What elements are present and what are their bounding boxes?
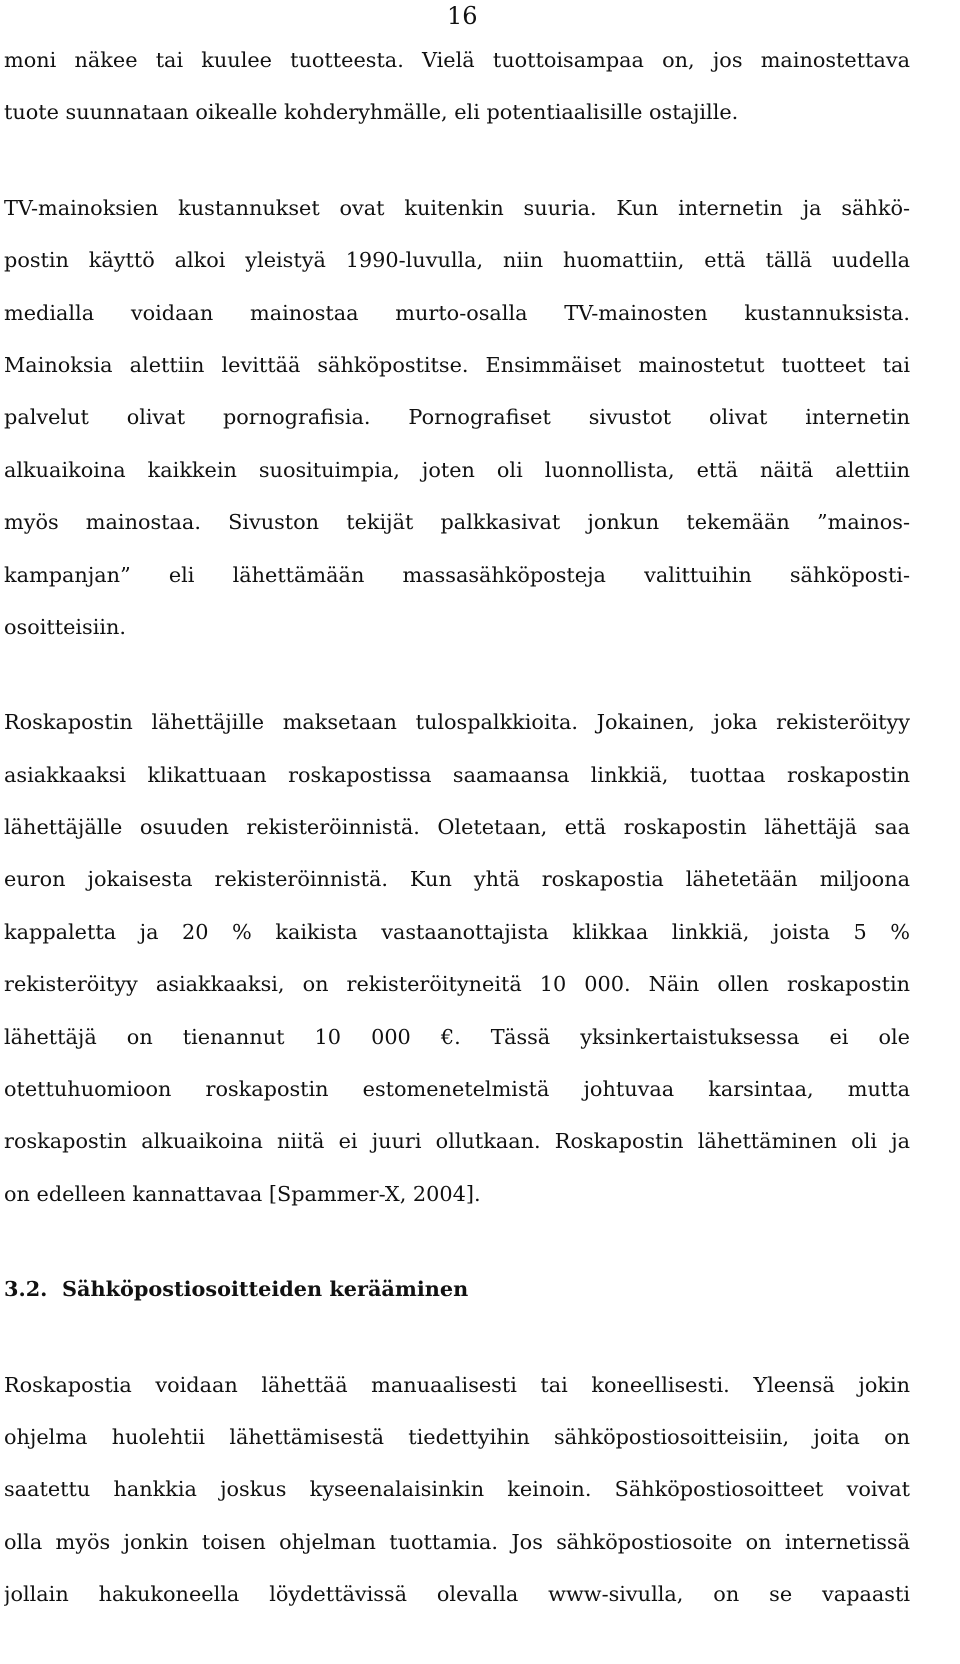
text-line: moni näkee tai kuulee tuotteesta. Vielä tuottoisampaa on, jos mainostettava [4,48,910,72]
text-line: rekisteröityy asiakkaaksi, on rekisteröityneitä 10 000. Näin ollen roskapostin [4,972,910,997]
text-line: tuote suunnataan oikealle kohderyhmälle, eli potentiaalisille ostajille. [4,100,739,125]
text-line: olla myös jonkin toisen ohjelman tuottamia. Jos sähköpostiosoite on internetissä [4,1529,910,1554]
text-line: Roskapostin lähettäjille maksetaan tulospalkkioita. Jokainen, joka rekisteröityy [4,710,910,735]
paragraph-2 [4,182,910,654]
text-line: jollain hakukoneella löydettävissä olevalla www-sivulla, on se vapaasti [4,1582,910,1607]
text-line: euron jokaisesta rekisteröinnistä. Kun yhtä roskapostia lähetetään miljoona [4,867,910,892]
text-line: lähettäjä on tienannut 10 000 €. Tässä yksinkertaistuksessa ei ole [4,1024,910,1049]
paragraph-4 [4,1359,910,1621]
page-number: 16 [447,2,478,30]
text-line: asiakkaaksi klikattuaan roskapostissa saamaansa linkkiä, tuottaa roskapostin [4,762,910,787]
text-line: medialla voidaan mainostaa murto-osalla TV-mainosten kustannuksista. [4,300,910,325]
paragraph-3 [4,696,910,1220]
text-line: kampanjan” eli lähettämään massasähköposteja valittuihin sähköposti- [4,562,910,587]
text-line: ohjelma huolehtii lähettämisestä tiedettyihin sähköpostiosoitteisiin, joita on [4,1424,910,1449]
text-line: palvelut olivat pornografisia. Pornografiset sivustot olivat internetin [4,405,910,430]
paragraph-1 [4,34,910,139]
text-line: alkuaikoina kaikkein suosituimpia, joten oli luonnollista, että näitä alettiin [4,457,910,482]
text-line: saatettu hankkia joskus kyseenalaisinkin keinoin. Sähköpostiosoitteet voivat [4,1477,910,1502]
text-line: kappaletta ja 20 % kaikista vastaanottajista klikkaa linkkiä, joista 5 % [4,919,910,944]
text-line: roskapostin alkuaikoina niitä ei juuri ollutkaan. Roskapostin lähettäminen oli ja [4,1129,910,1154]
text-line: osoitteisiin. [4,614,127,639]
text-line: Roskapostia voidaan lähettää manuaalisesti tai koneellisesti. Yleensä jokin [4,1372,910,1397]
page-content [4,34,910,1664]
text-line: Mainoksia alettiin levittää sähköpostitse. Ensimmäiset mainostetut tuotteet tai [4,352,910,377]
text-line: myös mainostaa. Sivuston tekijät palkkasivat jonkun tekemään ”mainos- [4,510,910,535]
text-line: postin käyttö alkoi yleistyä 1990-luvulla, niin huomattiin, että tällä uudella [4,248,910,273]
text-line: on edelleen kannattavaa [Spammer-X, 2004]. [4,1181,481,1206]
text-line: otettuhuomioon roskapostin estomenetelmistä johtuvaa karsintaa, mutta [4,1077,910,1102]
section-title: Sähköpostiosoitteiden kerääminen [62,1276,469,1302]
text-line: lähettäjälle osuuden rekisteröinnistä. Oletetaan, että roskapostin lähettäjä saa [4,815,910,840]
text-line: TV-mainoksien kustannukset ovat kuitenkin suuria. Kun internetin ja sähkö- [4,195,910,220]
section-heading [4,1263,910,1315]
section-number: 3.2. [4,1276,48,1302]
